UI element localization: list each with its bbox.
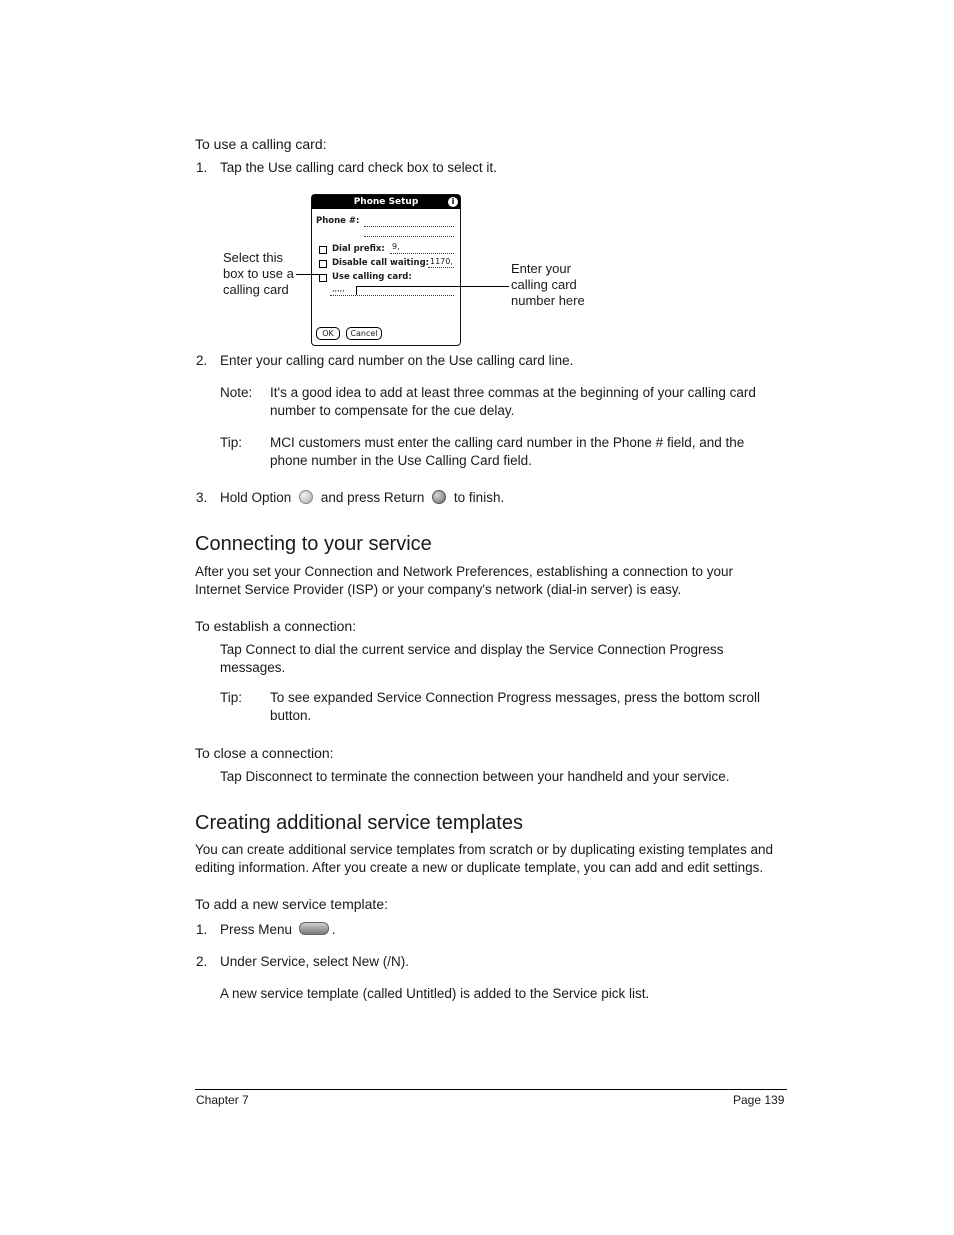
calling-card-field[interactable] [330, 295, 454, 296]
return-key-icon [432, 490, 446, 504]
intro-line: You can create additional service templates from scratch or by duplicating existing templates and [195, 842, 774, 857]
note-text [270, 384, 756, 420]
callout-right-line: calling card [511, 277, 577, 292]
cancel-button[interactable]: Cancel [346, 327, 382, 340]
info-icon[interactable]: i [448, 197, 458, 207]
step-number: 2. [196, 954, 208, 969]
subheading-add-template: To add a new service template: [195, 896, 388, 912]
callout-right-pointer [356, 286, 509, 287]
intro-line: editing information. After you create a new or duplicate template, you can add and edit settings. [195, 860, 764, 875]
callout-left-pointer [296, 274, 321, 275]
step3-part1: Hold Option [220, 490, 292, 505]
subheading-calling-card: To use a calling card: [195, 136, 327, 152]
tip-line: phone number in the Use Calling Card field. [270, 453, 532, 468]
subheading-close: To close a connection: [195, 745, 334, 761]
subheading-establish: To establish a connection: [195, 618, 357, 634]
callout-right-line: Enter your [511, 261, 571, 276]
phone-setup-screen [311, 194, 461, 346]
establish-line: messages. [220, 660, 286, 675]
dial-prefix-field[interactable] [390, 253, 454, 254]
disable-call-waiting-checkbox[interactable] [319, 260, 327, 268]
section-title-templates: Creating additional service templates [195, 812, 523, 834]
tip-line: MCI customers must enter the calling card number in the Phone # field, and the [270, 435, 745, 450]
step-text [220, 921, 336, 939]
phone-number-field-line2 [364, 236, 454, 237]
menu-step-text: Press Menu [220, 922, 293, 937]
footer-page: Page 139 [733, 1093, 785, 1107]
tip-line: To see expanded Service Connection Progress messages, press the bottom scroll [270, 690, 761, 705]
callout-left-line: box to use a [223, 266, 294, 281]
use-calling-card-checkbox[interactable] [319, 274, 327, 282]
calling-card-value: ,,,,, [332, 284, 345, 293]
note-line: number to compensate for the cue delay. [270, 403, 515, 418]
phone-number-field[interactable] [364, 226, 454, 227]
step-number: 1. [196, 160, 208, 175]
callout-right-pointer-tick [356, 286, 357, 295]
phone-setup-title: Phone Setup [353, 197, 419, 207]
intro-line: After you set your Connection and Network Preferences, establishing a connection to your [195, 564, 734, 579]
tip-label: Tip: [220, 690, 243, 705]
step-text: Tap the Use calling card check box to select it. [220, 160, 497, 175]
note-line: It's a good idea to add at least three commas at the beginning of your calling card [270, 385, 756, 400]
dial-prefix-checkbox[interactable] [319, 246, 327, 254]
tip-label: Tip: [220, 435, 243, 450]
dial-prefix-value: 9, [392, 242, 400, 251]
step-number: 2. [196, 353, 208, 368]
tip-line: button. [270, 708, 312, 723]
menu-step-after: . [331, 922, 336, 937]
establish-text [220, 641, 724, 677]
callout-left [223, 250, 294, 298]
step-number: 1. [196, 922, 208, 937]
section-intro [195, 563, 733, 599]
close-text: Tap Disconnect to terminate the connection between your handheld and your service. [220, 769, 730, 784]
disable-call-waiting-field[interactable] [428, 267, 454, 268]
use-calling-card-label: Use calling card: [332, 272, 412, 282]
note-label: Note: [220, 385, 253, 400]
menu-key-icon [299, 922, 329, 935]
footer-chapter: Chapter 7 [196, 1093, 249, 1107]
section-title-connecting: Connecting to your service [195, 533, 432, 555]
dial-prefix-label: Dial prefix: [332, 244, 385, 254]
callout-left-line: calling card [223, 282, 289, 297]
tip-text [270, 434, 744, 470]
step3-part3: to finish. [453, 490, 505, 505]
disable-call-waiting-label: Disable call waiting: [332, 258, 430, 268]
ok-button[interactable]: OK [316, 327, 340, 340]
tip-text [270, 689, 760, 725]
intro-line: Internet Service Provider (ISP) or your company's network (dial-in server) is easy. [195, 582, 682, 597]
step-text: Under Service, select New (/N). [220, 954, 410, 969]
step3-part2: and press Return [320, 490, 425, 505]
step-text [220, 489, 504, 507]
disable-call-waiting-value: 1170, [430, 257, 453, 266]
callout-right-line: number here [511, 293, 585, 308]
step-text: Enter your calling card number on the Use calling card line. [220, 353, 574, 368]
result-text: A new service template (called Untitled) is added to the Service pick list. [220, 986, 650, 1001]
establish-line: Tap Connect to dial the current service and display the Service Connection Progress [220, 642, 724, 657]
section-intro [195, 841, 773, 877]
callout-left-line: Select this [223, 250, 283, 265]
option-key-icon [299, 490, 313, 504]
callout-right [511, 261, 585, 309]
footer-rule [195, 1089, 787, 1090]
step-number: 3. [196, 490, 208, 505]
phone-number-label: Phone #: [316, 216, 360, 226]
